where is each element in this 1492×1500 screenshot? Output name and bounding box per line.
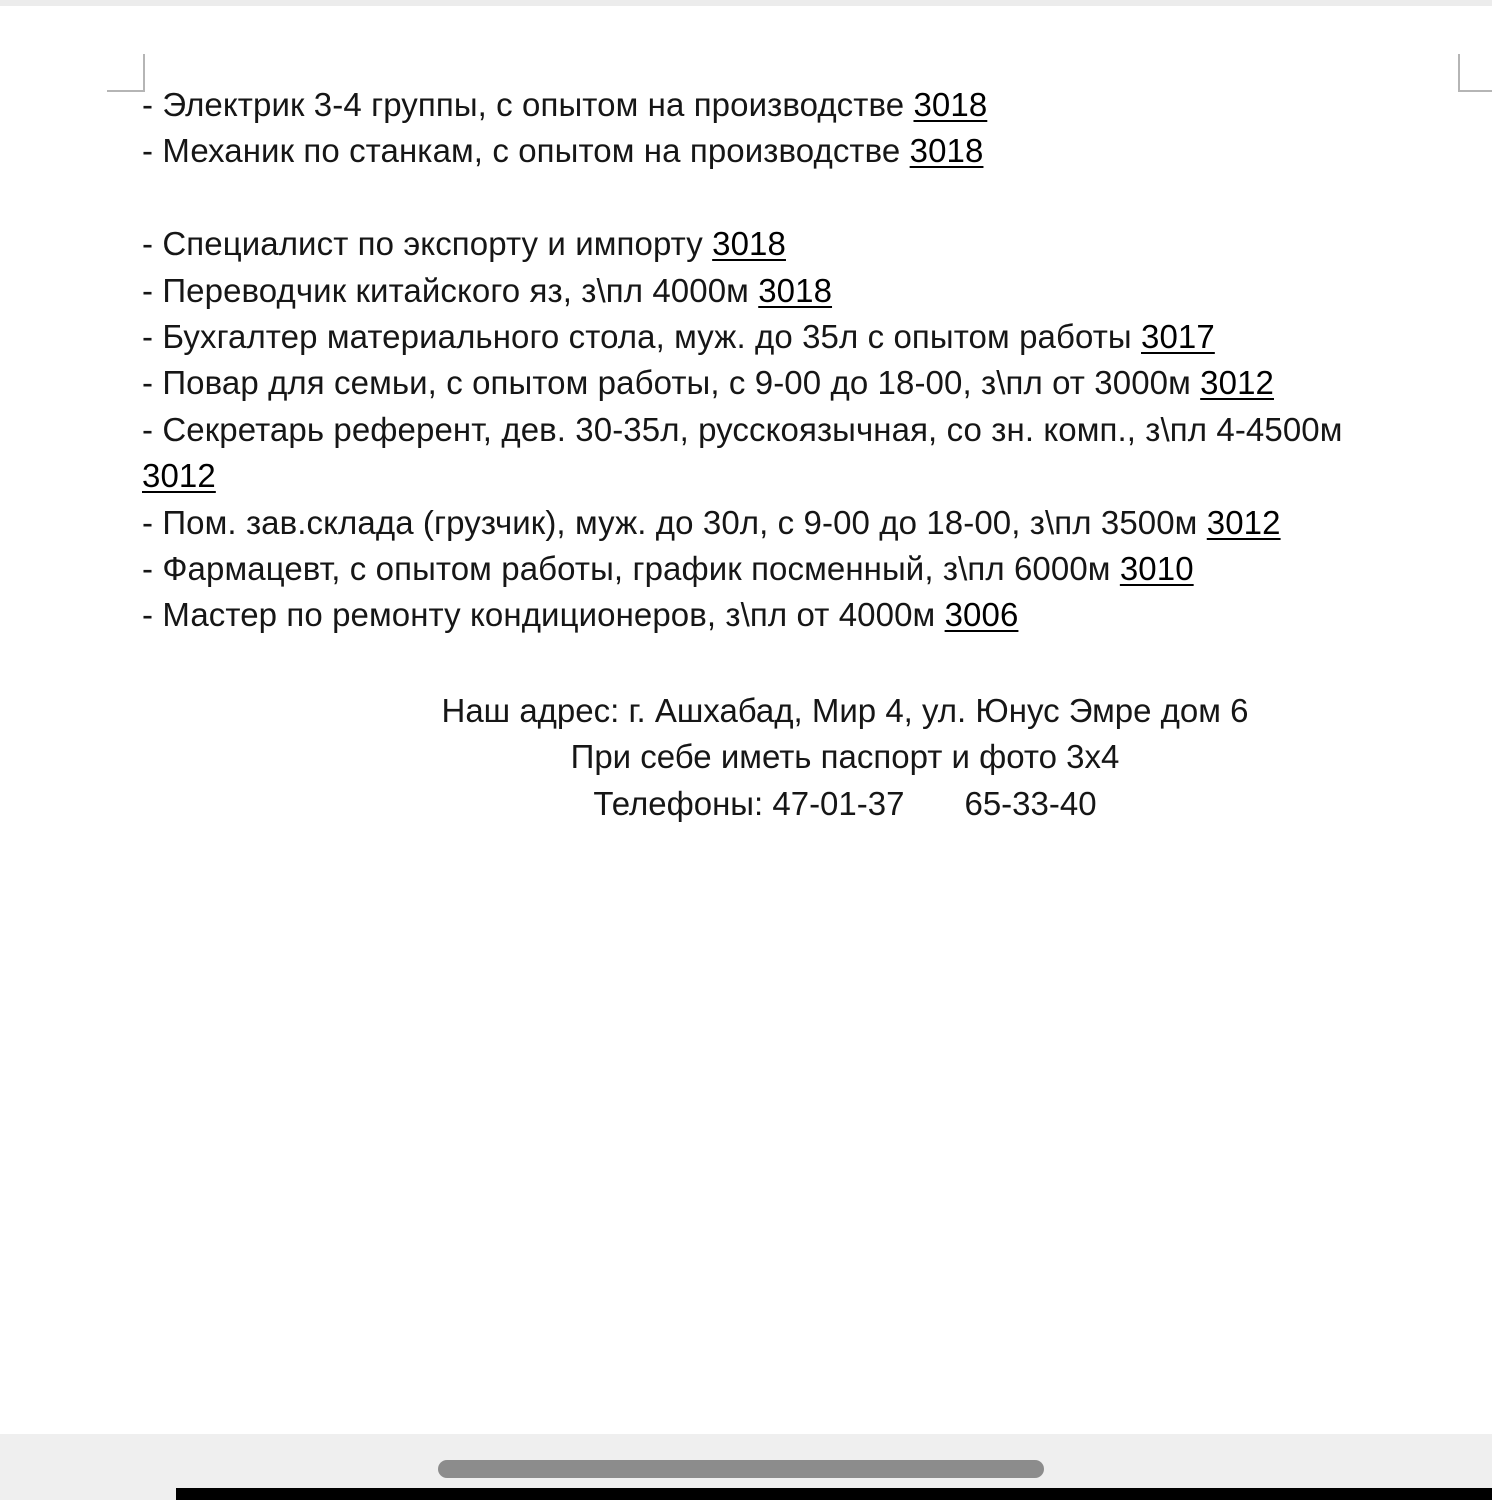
- vacancy-text: - Фармацевт, с опытом работы, график посменный, з\пл 6000м: [142, 550, 1111, 588]
- vacancy-text: - Повар для семьи, с опытом работы, с 9-00 до 18-00, з\пл от 3000м: [142, 364, 1191, 402]
- vacancy-item: [142, 268, 1442, 314]
- vacancy-code: 3006: [944, 596, 1019, 634]
- vacancy-code: 3018: [913, 86, 988, 123]
- vacancy-item: [142, 360, 1442, 406]
- contact-footer: [300, 688, 1390, 827]
- margin-corner-top-left: [107, 54, 145, 92]
- vacancy-list: [142, 82, 1442, 639]
- vacancy-code: 3018: [758, 271, 833, 309]
- vacancy-code: 3018: [712, 225, 786, 263]
- vacancy-text: - Переводчик китайского яз, з\пл 4000м: [142, 271, 749, 309]
- vacancy-text: - Секретарь референт, дев. 30-35л, русскоязычная, со зн. комп., з\пл 4-4500м: [142, 410, 1343, 448]
- vacancy-item: [142, 314, 1442, 360]
- documents-line: При себе иметь паспорт и фото 3х4: [570, 738, 1120, 776]
- margin-corner-top-right: [1458, 54, 1492, 92]
- vacancy-item: [142, 128, 1442, 174]
- vacancy-text: - Бухгалтер материального стола, муж. до 35л с опытом работы: [142, 318, 1132, 356]
- home-indicator[interactable]: [438, 1460, 1044, 1478]
- vacancy-text: - Мастер по ремонту кондиционеров, з\пл от 4000м: [142, 596, 936, 634]
- phone-2: 65-33-40: [964, 784, 1097, 822]
- vacancy-item: [142, 500, 1442, 546]
- vacancy-code: 3012: [142, 457, 216, 495]
- vacancy-text: - Специалист по экспорту и импорту: [142, 225, 703, 263]
- vacancy-text: - Механик по станкам, с опытом на производстве: [142, 132, 901, 170]
- vacancy-item: [142, 407, 1442, 500]
- vacancy-item: [142, 546, 1442, 592]
- phones-line: [300, 781, 1390, 827]
- vacancy-code: 3012: [1200, 364, 1274, 402]
- blank-line: [142, 175, 1442, 221]
- vacancy-code: 3017: [1141, 318, 1215, 356]
- vacancy-text: - Электрик 3-4 группы, с опытом на производстве: [142, 86, 905, 123]
- vacancy-text: - Пом. зав.склада (грузчик), муж. до 30л, с 9-00 до 18-00, з\пл 3500м: [142, 503, 1198, 541]
- vacancy-item: [142, 592, 1442, 638]
- vacancy-code: 3018: [909, 132, 984, 170]
- vacancy-item: [142, 221, 1442, 267]
- vacancy-code: 3012: [1206, 503, 1281, 541]
- bottom-edge: [176, 1488, 1492, 1500]
- phone-1: Телефоны: 47-01-37: [593, 784, 905, 822]
- vacancy-code: 3010: [1119, 550, 1194, 588]
- vacancy-item: [142, 82, 1442, 128]
- address-line: Наш адрес: г. Ашхабад, Мир 4, ул. Юнус Эмре дом 6: [441, 692, 1249, 729]
